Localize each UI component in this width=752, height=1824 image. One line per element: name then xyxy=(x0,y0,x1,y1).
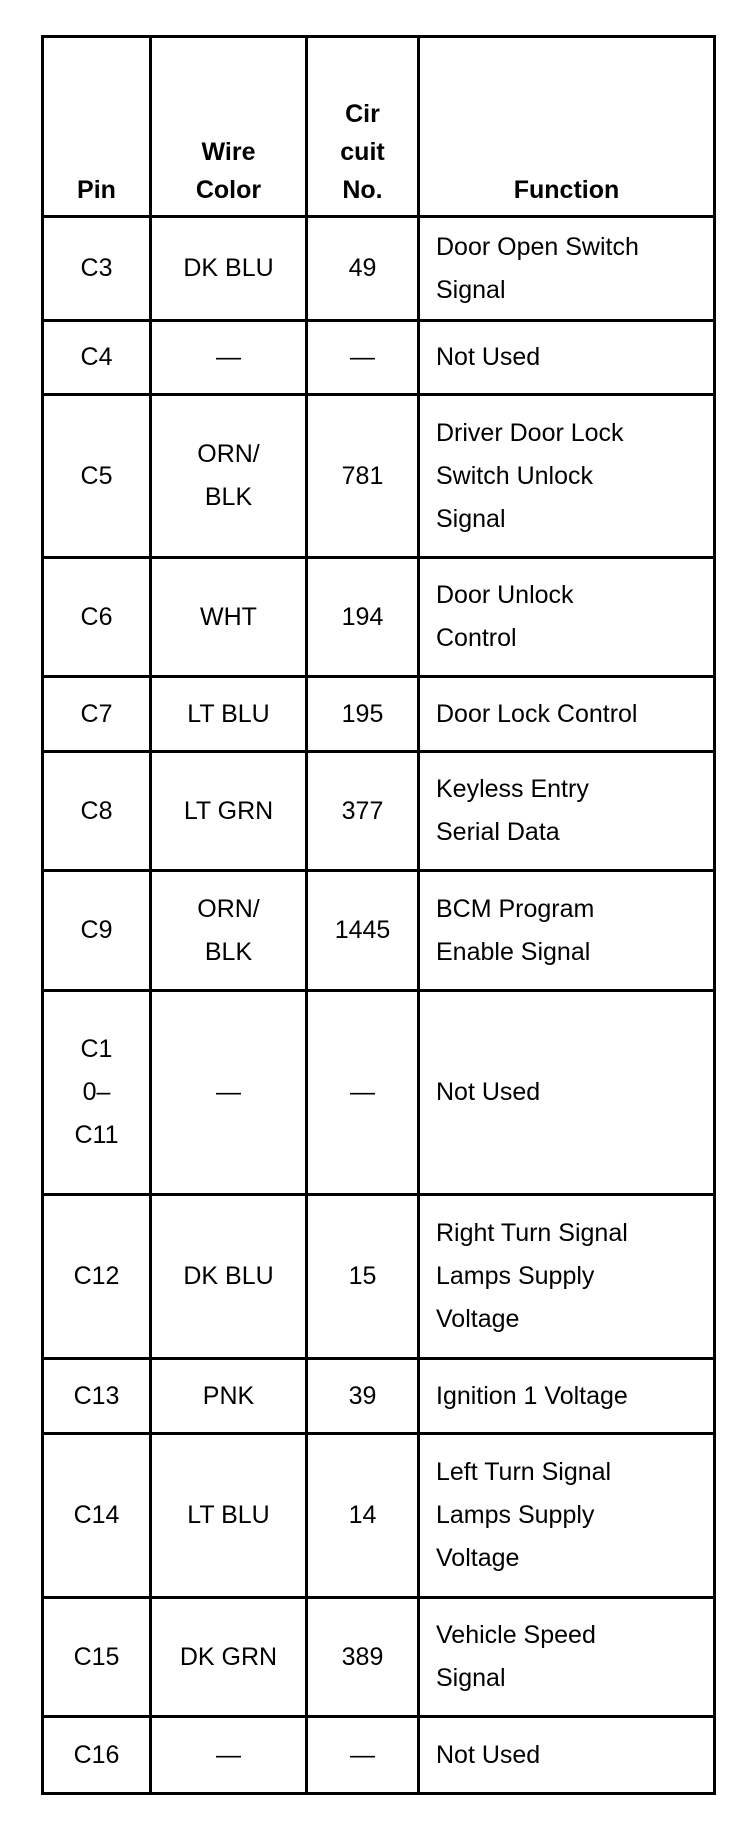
wire-color-cell: PNK xyxy=(151,1359,307,1434)
circuit-cell: — xyxy=(307,321,419,395)
circuit-cell: 389 xyxy=(307,1598,419,1717)
function-cell: Ignition 1 Voltage xyxy=(419,1359,715,1434)
function-cell: Left Turn Signal Lamps Supply Voltage xyxy=(419,1434,715,1598)
table-row xyxy=(43,321,715,395)
pin-cell: C13 xyxy=(43,1359,151,1434)
circuit-cell: 1445 xyxy=(307,871,419,991)
circuit-cell: 14 xyxy=(307,1434,419,1598)
header-function: Function xyxy=(419,37,715,217)
circuit-cell: — xyxy=(307,1717,419,1794)
function-cell: Door Unlock Control xyxy=(419,558,715,677)
pin-cell: C6 xyxy=(43,558,151,677)
header-row xyxy=(43,37,715,217)
table-row xyxy=(43,395,715,558)
table-row xyxy=(43,1598,715,1717)
function-cell: Not Used xyxy=(419,1717,715,1794)
pin-cell: C3 xyxy=(43,217,151,321)
table-row xyxy=(43,1434,715,1598)
table-row xyxy=(43,991,715,1195)
pin-cell: C7 xyxy=(43,677,151,752)
circuit-cell: 49 xyxy=(307,217,419,321)
wire-color-cell: ORN/ BLK xyxy=(151,871,307,991)
function-cell: Driver Door Lock Switch Unlock Signal xyxy=(419,395,715,558)
pin-cell: C9 xyxy=(43,871,151,991)
header-wire-color: Wire Color xyxy=(151,37,307,217)
header-circuit-no: Cir cuit No. xyxy=(307,37,419,217)
wire-color-cell: LT BLU xyxy=(151,1434,307,1598)
table-row xyxy=(43,1195,715,1359)
table-row xyxy=(43,1359,715,1434)
table-row xyxy=(43,558,715,677)
circuit-cell: 377 xyxy=(307,752,419,871)
circuit-cell: — xyxy=(307,991,419,1195)
table-row xyxy=(43,677,715,752)
table-row xyxy=(43,871,715,991)
function-cell: Vehicle Speed Signal xyxy=(419,1598,715,1717)
function-cell: Keyless Entry Serial Data xyxy=(419,752,715,871)
circuit-cell: 15 xyxy=(307,1195,419,1359)
pin-cell: C12 xyxy=(43,1195,151,1359)
wire-color-cell: — xyxy=(151,991,307,1195)
pin-cell: C15 xyxy=(43,1598,151,1717)
circuit-cell: 194 xyxy=(307,558,419,677)
table-row xyxy=(43,752,715,871)
pin-cell: C4 xyxy=(43,321,151,395)
function-cell: Not Used xyxy=(419,321,715,395)
function-cell: Right Turn Signal Lamps Supply Voltage xyxy=(419,1195,715,1359)
wire-color-cell: ORN/ BLK xyxy=(151,395,307,558)
wire-color-cell: DK BLU xyxy=(151,1195,307,1359)
pin-cell: C16 xyxy=(43,1717,151,1794)
pin-cell: C1 0– C11 xyxy=(43,991,151,1195)
wire-color-cell: DK GRN xyxy=(151,1598,307,1717)
circuit-cell: 39 xyxy=(307,1359,419,1434)
wire-color-cell: LT GRN xyxy=(151,752,307,871)
pin-cell: C8 xyxy=(43,752,151,871)
table-row xyxy=(43,217,715,321)
circuit-cell: 781 xyxy=(307,395,419,558)
function-cell: BCM Program Enable Signal xyxy=(419,871,715,991)
wire-color-cell: LT BLU xyxy=(151,677,307,752)
header-pin: Pin xyxy=(43,37,151,217)
table-row xyxy=(43,1717,715,1794)
connector-pinout-table xyxy=(41,35,716,1795)
wire-color-cell: DK BLU xyxy=(151,217,307,321)
wire-color-cell: — xyxy=(151,1717,307,1794)
pin-cell: C5 xyxy=(43,395,151,558)
pin-cell: C14 xyxy=(43,1434,151,1598)
function-cell: Door Open Switch Signal xyxy=(419,217,715,321)
function-cell: Door Lock Control xyxy=(419,677,715,752)
function-cell: Not Used xyxy=(419,991,715,1195)
wire-color-cell: — xyxy=(151,321,307,395)
wire-color-cell: WHT xyxy=(151,558,307,677)
circuit-cell: 195 xyxy=(307,677,419,752)
